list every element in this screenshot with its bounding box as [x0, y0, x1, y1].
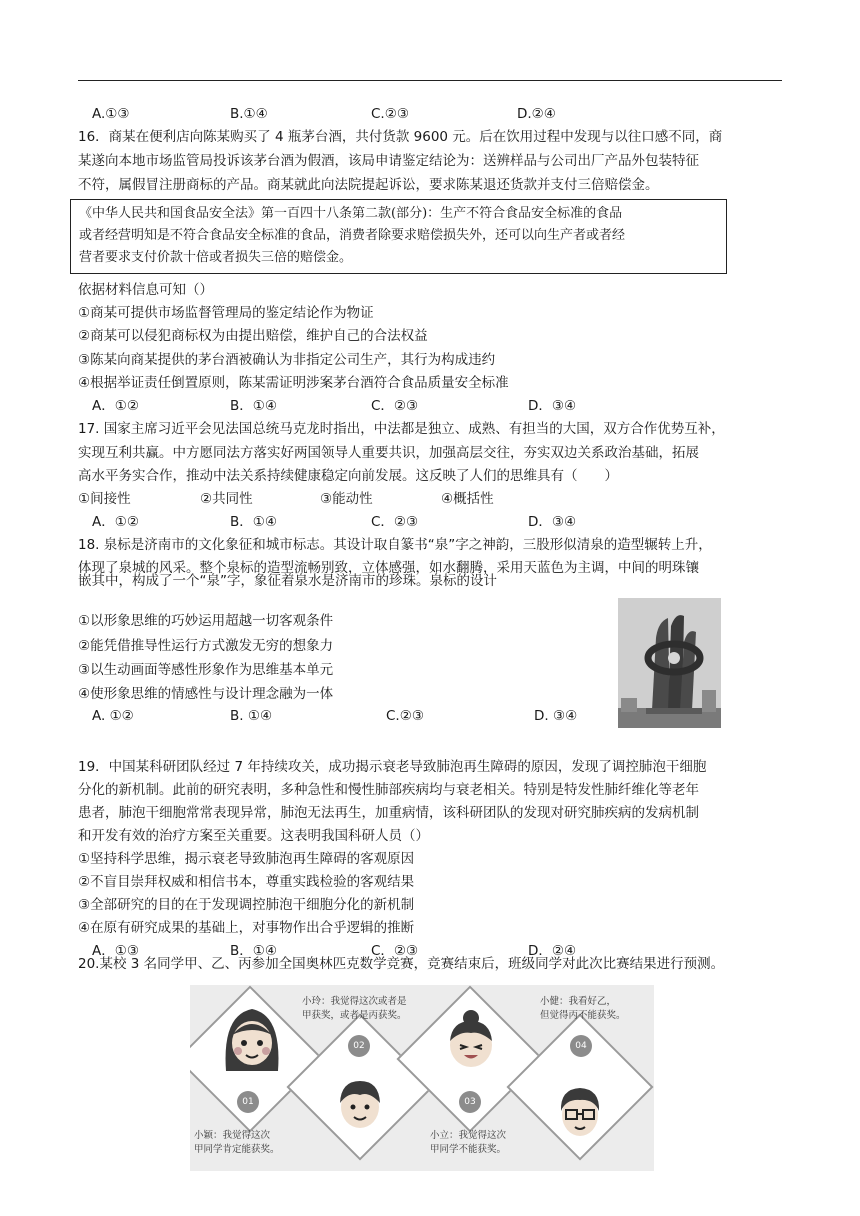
option: B．①④	[230, 398, 277, 414]
spring-monument-photo	[618, 598, 721, 728]
q17-stem-line: 17. 国家主席习近平会见法国总统马克龙时指出，中法都是独立、成熟、有担当的大国，双方合作优势互补，	[78, 421, 725, 437]
option: C.②③	[386, 708, 424, 724]
option: D. ③④	[534, 708, 578, 724]
q16-stem-line: 不符，属假冒注册商标的产品。商某就此向法院提起诉讼，要求陈某退还货款并支付三倍赔偿金。	[78, 177, 659, 193]
q18-item: ③以生动画面等感性形象作为思维基本单元	[78, 662, 334, 678]
monument-illustration	[618, 598, 721, 728]
q19-stem-line: 患者，肺泡干细胞常常表现异常，肺泡无法再生，加重病情，该科研团队的发现对研究肺疾病的发病机制	[78, 805, 699, 821]
girl-face-icon	[222, 1005, 282, 1073]
q17-item: ①间接性	[78, 491, 131, 507]
option: D.②④	[517, 106, 556, 122]
q19-stem-line: 分化的新机制。此前的研究表明，多种急性和慢性肺部疾病均与衰老相关。特别是特发性肺纤维化等老年	[78, 782, 699, 798]
q19-item: ②不盲目崇拜权威和相信书本，尊重实践检验的客观结果	[78, 874, 415, 890]
q18-stem-line: 18. 泉标是济南市的文化象征和城市标志。其设计取自篆书“泉”字之神韵，三股形似清泉的造型辗转上升，	[78, 537, 712, 553]
option: D．③④	[528, 398, 577, 414]
q19-stem-line: 19．中国某科研团队经过 7 年持续攻关，成功揭示衰老导致肺泡再生障碍的原因，发现了调控肺泡干细胞	[78, 759, 707, 775]
option: A．①②	[92, 398, 139, 414]
option: B．①④	[230, 514, 277, 530]
boy-face-icon	[335, 1077, 385, 1131]
prediction-infographic	[190, 985, 654, 1171]
option: C．②③	[371, 943, 419, 959]
option: B. ①④	[230, 708, 273, 724]
q16-item: ①商某可提供市场监督管理局的鉴定结论作为物证	[78, 305, 374, 321]
q19-item: ③全部研究的目的在于发现调控肺泡干细胞分化的新机制	[78, 897, 415, 913]
option: A．①③	[92, 943, 139, 959]
option: C.②③	[371, 106, 409, 122]
law-excerpt-box	[70, 199, 727, 274]
prediction-quote-03: 小立：我觉得这次 甲同学不能获奖。	[430, 1130, 507, 1155]
girl-bun-face-icon	[444, 1009, 498, 1069]
option: B.①④	[230, 106, 268, 122]
q16-item: ③陈某向商某提供的茅台酒被确认为非指定公司生产，其行为构成违约	[78, 352, 496, 368]
number-badge: 02	[348, 1035, 370, 1057]
q16-prompt: 依据材料信息可知（）	[78, 282, 213, 298]
prediction-quote-01: 小颖：我觉得这次 甲同学肯定能获奖。	[194, 1130, 280, 1155]
q17-stem-line: 高水平务实合作，推动中法关系持续健康稳定向前发展。这反映了人们的思维具有（ ）	[78, 468, 618, 484]
q16-item: ④根据举证责任倒置原则，陈某需证明涉案茅台酒符合食品质量安全标准	[78, 375, 509, 391]
q18-item: ②能凭借推导性运行方式激发无穷的想象力	[78, 638, 334, 654]
prediction-quote-04: 小健：我看好乙， 但觉得丙不能获奖。	[540, 996, 626, 1021]
q17-item: ②共同性	[200, 491, 253, 507]
q19-item: ①坚持科学思维，揭示衰老导致肺泡再生障碍的客观原因	[78, 851, 415, 867]
number-badge: 03	[459, 1091, 481, 1113]
q20-stem: 20.某校 3 名同学甲、乙、丙参加全国奥林匹克数学竞赛，竞赛结束后，班级同学对此次比赛结果进行预测。	[78, 956, 725, 972]
number-badge: 01	[237, 1091, 259, 1113]
q18-item: ①以形象思维的巧妙运用超越一切客观条件	[78, 613, 334, 629]
q18-stem-line: 体现了泉城的风采。整个泉标的造型流畅别致，立体感强，如水翻腾，采用天蓝色为主调，中间的明珠镶	[78, 560, 699, 576]
option: D．②④	[528, 943, 577, 959]
q17-stem-line: 实现互利共赢。中方愿同法方落实好两国领导人重要共识，加强高层交往，夯实双边关系政治基础，拓展	[78, 445, 699, 461]
header-rule	[78, 80, 782, 81]
q16-stem-line: 某遂向本地市场监管局投诉该茅台酒为假酒，该局申请鉴定结论为：送辨样品与公司出厂产品外包装特征	[78, 153, 699, 169]
q16-stem-line: 16．商某在便利店向陈某购买了 4 瓶茅台酒，共付货款 9600 元。后在饮用过程中发现与以往口感不同，商	[78, 129, 723, 145]
option: D．③④	[528, 514, 577, 530]
q17-item: ③能动性	[320, 491, 373, 507]
option: C．②③	[371, 398, 419, 414]
option: A．①②	[92, 514, 139, 530]
q17-item: ④概括性	[441, 491, 494, 507]
q18-stem-line: 嵌其中，构成了一个“泉”字，象征着泉水是济南市的珍珠。泉标的设计	[78, 573, 497, 589]
law-excerpt-line: 营者要求支付价款十倍或者损失三倍的赔偿金。	[79, 250, 353, 265]
q18-item: ④使形象思维的情感性与设计理念融为一体	[78, 686, 334, 702]
q16-item: ②商某可以侵犯商标权为由提出赔偿，维护自己的合法权益	[78, 328, 428, 344]
law-excerpt-line: 《中华人民共和国食品安全法》第一百四十八条第二款(部分)：生产不符合食品安全标准的食品	[79, 206, 623, 221]
q19-stem-line: 和开发有效的治疗方案至关重要。这表明我国科研人员（）	[78, 828, 429, 844]
option: A.①③	[92, 106, 130, 122]
option: C．②③	[371, 514, 419, 530]
q19-item: ④在原有研究成果的基础上，对事物作出合乎逻辑的推断	[78, 920, 415, 936]
option: B．①④	[230, 943, 277, 959]
law-excerpt-line: 或者经营明知是不符合食品安全标准的食品，消费者除要求赔偿损失外，还可以向生产者或者经	[79, 228, 626, 243]
prediction-quote-02: 小玲：我觉得这次或者是 甲获奖，或者是丙获奖。	[302, 996, 407, 1021]
option: A. ①②	[92, 708, 134, 724]
boy-glasses-face-icon	[556, 1083, 604, 1139]
number-badge: 04	[570, 1035, 592, 1057]
